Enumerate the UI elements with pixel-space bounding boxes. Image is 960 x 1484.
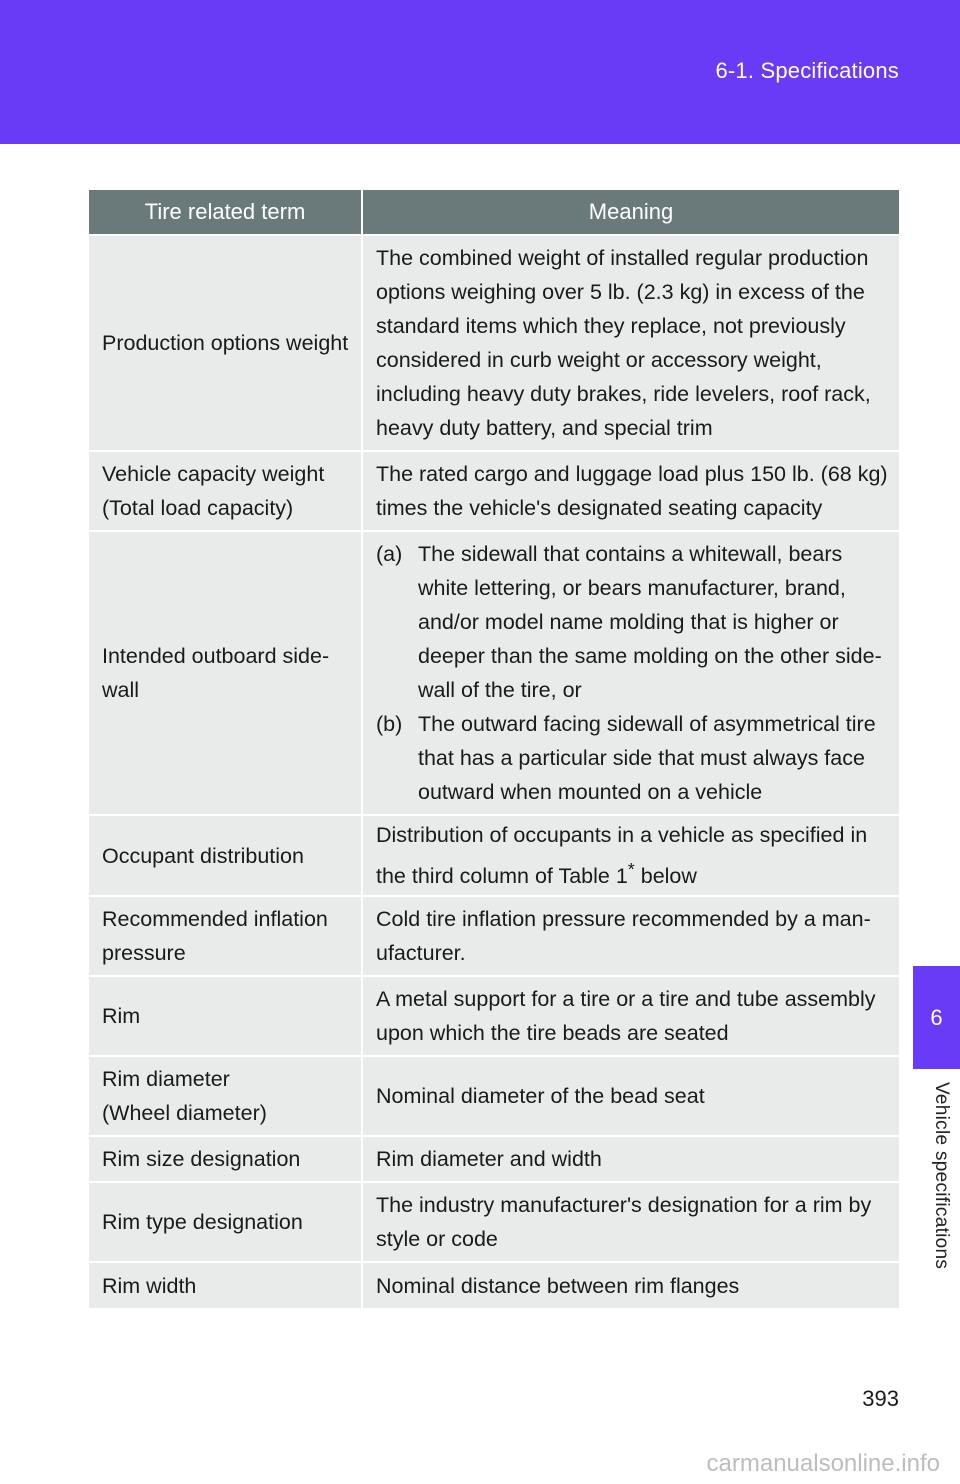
tire-terms-table — [89, 190, 899, 1308]
header-band — [0, 0, 960, 144]
table-row — [89, 1262, 899, 1308]
term-cell: Rim width — [89, 1262, 362, 1308]
section-title: 6-1. Specifications — [715, 58, 899, 83]
term-cell: Rim — [89, 976, 362, 1056]
meaning-cell: The combined weight of installed regular production options weighing over 5 lb. (2.3 kg) in excess of the standard items which they replace, not previously considered in curb weight or accessory weight, including heavy duty brakes, ride levelers, roof rack, heavy duty battery, and special trim — [362, 235, 899, 451]
term-cell: Rim size designation — [89, 1136, 362, 1182]
sub-item-label: (a) — [376, 542, 403, 566]
meaning-cell: Rim diameter and width — [362, 1136, 899, 1182]
meaning-cell: The rated cargo and luggage load plus 150 lb. (68 kg) times the vehicle's designated seating capacity — [362, 451, 899, 531]
table-row — [89, 896, 899, 976]
term-cell: Intended outboard side-wall — [89, 531, 362, 815]
table-row — [89, 1136, 899, 1182]
table-row — [89, 531, 899, 815]
sub-item-label: (b) — [376, 712, 403, 736]
meaning-text: Distribution of occupants in a vehicle as specified in the third column of Table 1 — [376, 823, 868, 889]
term-cell: Production options weight — [89, 235, 362, 451]
table-row — [89, 235, 899, 451]
page-number: 393 — [862, 1386, 899, 1411]
watermark: carmanualsonline.info — [706, 1450, 940, 1477]
sub-item-text: The sidewall that contains a whitewall, bears white lettering, or bears manufacturer, brand, and/or model name molding that is higher or deeper than the same molding on the other side-wall of the tire, or — [418, 542, 882, 702]
term-line: (Wheel diameter) — [102, 1101, 267, 1126]
table-row — [89, 976, 899, 1056]
term-cell: Vehicle capacity weight (Total load capacity) — [89, 451, 362, 531]
chapter-label: Vehicle specifications — [931, 1082, 952, 1270]
term-cell: Rim type designation — [89, 1182, 362, 1262]
sub-item — [376, 707, 895, 809]
sub-item — [376, 537, 895, 707]
table-row — [89, 1056, 899, 1136]
meaning-cell: Cold tire inflation pressure recommended by a man-ufacturer. — [362, 896, 899, 976]
meaning-cell: Nominal distance between rim flanges — [362, 1262, 899, 1308]
chapter-tab — [913, 966, 960, 1069]
meaning-tail: below — [634, 864, 697, 889]
footnote-asterisk: * — [627, 859, 635, 879]
table-row — [89, 1182, 899, 1262]
sub-item-text: The outward facing sidewall of asymmetrical tire that has a particular side that must always face outward when mounted on a vehicle — [418, 712, 876, 804]
meaning-cell — [362, 531, 899, 815]
term-line: Rim diameter — [102, 1067, 230, 1092]
table-row — [89, 451, 899, 531]
term-cell: Occupant distribution — [89, 815, 362, 896]
term-cell — [89, 1056, 362, 1136]
column-header-term: Tire related term — [89, 190, 362, 235]
term-cell: Recommended inflation pressure — [89, 896, 362, 976]
column-header-meaning: Meaning — [362, 190, 899, 235]
chapter-number: 6 — [930, 1004, 943, 1030]
meaning-cell: A metal support for a tire or a tire and tube assembly upon which the tire beads are seated — [362, 976, 899, 1056]
meaning-cell — [362, 815, 899, 896]
table-header-row — [89, 190, 899, 235]
meaning-cell: The industry manufacturer's designation for a rim by style or code — [362, 1182, 899, 1262]
meaning-cell: Nominal diameter of the bead seat — [362, 1056, 899, 1136]
table-row — [89, 815, 899, 896]
